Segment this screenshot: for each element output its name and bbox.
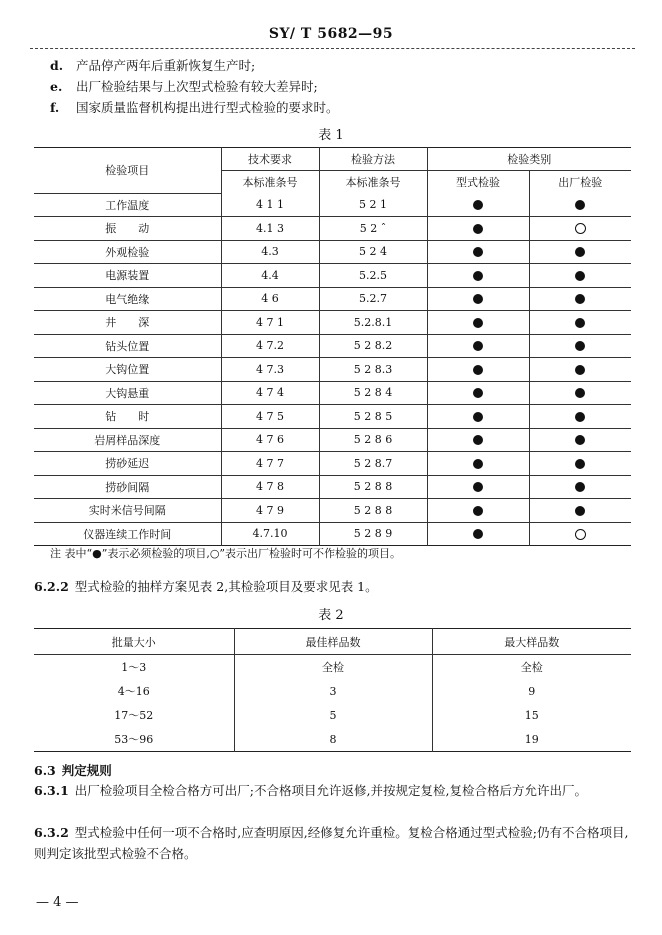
cell-method-clause: 5 2 8 8 <box>319 475 427 499</box>
table-row <box>34 287 631 311</box>
cell-batch-size: 4～16 <box>117 685 150 698</box>
cell-item: 振 动 <box>34 217 221 241</box>
header-method: 检验方法 <box>319 148 427 171</box>
cell-item: 井 深 <box>34 311 221 335</box>
cell-item: 钻 时 <box>34 405 221 429</box>
cell-item: 仪器连续工作时间 <box>34 522 221 546</box>
table-row <box>34 703 631 727</box>
cell-method-clause: 5 2 1 <box>319 193 427 217</box>
cell-item: 实时米信号间隔 <box>34 499 221 523</box>
cell-tech-clause: 4 7 5 <box>221 405 319 429</box>
required-mark <box>473 412 483 422</box>
cell-tech-clause: 4 7 8 <box>221 475 319 499</box>
table-row <box>34 499 631 523</box>
cell-item: 捞砂延迟 <box>34 452 221 476</box>
required-mark <box>473 506 483 516</box>
cell-type-test <box>427 311 529 335</box>
page-number: — 4 — <box>36 895 79 910</box>
table-row <box>34 311 631 335</box>
required-mark <box>575 388 585 398</box>
cell-tech-clause: 4 7 9 <box>221 499 319 523</box>
table-row <box>34 358 631 382</box>
table-row <box>34 655 631 680</box>
required-mark <box>575 506 585 516</box>
list-marker: f. <box>50 100 60 115</box>
required-mark <box>473 365 483 375</box>
cell-tech-clause: 4 7 1 <box>221 311 319 335</box>
cell-item: 钻头位置 <box>34 334 221 358</box>
optional-mark <box>575 529 586 540</box>
cell-tech-clause: 4 6 <box>221 287 319 311</box>
cell-factory-test <box>529 358 631 382</box>
cell-item: 工作温度 <box>34 193 221 217</box>
section-title: 判定规则 <box>61 763 112 778</box>
cell-type-test <box>427 428 529 452</box>
cell-tech-clause: 4 7 7 <box>221 452 319 476</box>
cell-method-clause: 5 2 4 <box>319 240 427 264</box>
cell-type-test <box>427 522 529 546</box>
cell-best-sample: 8 <box>234 727 432 752</box>
section-6-2-2 <box>34 576 634 597</box>
cell-best-sample: 全检 <box>234 655 432 680</box>
cell-factory-test <box>529 311 631 335</box>
required-mark <box>575 482 585 492</box>
section-number: 6.3 <box>34 763 56 778</box>
cell-method-clause: 5 2 8.3 <box>319 358 427 382</box>
table-row <box>34 334 631 358</box>
list-item <box>50 77 318 95</box>
required-mark <box>575 294 585 304</box>
header-rule <box>30 48 635 49</box>
required-mark <box>575 435 585 445</box>
cell-method-clause: 5 2 8 6 <box>319 428 427 452</box>
table-row <box>34 381 631 405</box>
cell-type-test <box>427 217 529 241</box>
table-note: 注 表中“●”表示必须检验的项目,○”表示出厂检验时可不作检验的项目。 <box>50 547 402 560</box>
section-number: 6.3.1 <box>34 783 69 798</box>
standard-code: SY/ T 5682—95 <box>268 26 394 42</box>
cell-item: 岩屑样品深度 <box>34 428 221 452</box>
required-mark <box>473 271 483 281</box>
cell-method-clause: 5 2 8 5 <box>319 405 427 429</box>
cell-tech-clause: 4.3 <box>221 240 319 264</box>
header-tech-sub: 本标准条号 <box>221 171 319 194</box>
required-mark <box>575 271 585 281</box>
required-mark <box>473 482 483 492</box>
cell-method-clause: 5 2 8 9 <box>319 522 427 546</box>
section-number: 6.3.2 <box>34 825 69 840</box>
required-mark <box>473 247 483 257</box>
section-6-3-2 <box>34 822 634 864</box>
section-text: 出厂检验项目全检合格方可出厂;不合格项目允许返修,并按规定复检,复检合格后方允许出厂。 <box>74 783 587 798</box>
cell-factory-test <box>529 334 631 358</box>
cell-tech-clause: 4 7.2 <box>221 334 319 358</box>
cell-batch-size: 1～3 <box>121 661 147 674</box>
cell-factory-test <box>529 240 631 264</box>
required-mark <box>473 200 483 210</box>
required-mark <box>575 200 585 210</box>
cell-best-sample: 3 <box>234 679 432 703</box>
cell-tech-clause: 4.7.10 <box>221 522 319 546</box>
cell-type-test <box>427 264 529 288</box>
sampling-table <box>34 628 631 752</box>
table-row <box>34 428 631 452</box>
required-mark <box>575 247 585 257</box>
cell-type-test <box>427 334 529 358</box>
table-row <box>34 475 631 499</box>
cell-factory-test <box>529 499 631 523</box>
cell-tech-clause: 4.4 <box>221 264 319 288</box>
cell-tech-clause: 4 1 1 <box>221 193 319 217</box>
cell-method-clause: 5.2.7 <box>319 287 427 311</box>
required-mark <box>473 435 483 445</box>
cell-tech-clause: 4.1 3 <box>221 217 319 241</box>
cell-type-test <box>427 499 529 523</box>
list-marker: e. <box>50 79 63 94</box>
cell-factory-test <box>529 522 631 546</box>
header-method-sub: 本标准条号 <box>319 171 427 194</box>
list-text: 出厂检验结果与上次型式检验有较大差异时; <box>76 79 318 94</box>
required-mark <box>575 412 585 422</box>
cell-batch-size: 53～96 <box>114 733 154 746</box>
table-row <box>34 405 631 429</box>
header-batch-size: 批量大小 <box>34 629 234 655</box>
cell-method-clause: 5 2 8.2 <box>319 334 427 358</box>
cell-item: 外观检验 <box>34 240 221 264</box>
required-mark <box>473 529 483 539</box>
table-row <box>34 452 631 476</box>
cell-item: 电气绝缘 <box>34 287 221 311</box>
cell-factory-test <box>529 452 631 476</box>
cell-item: 捞砂间隔 <box>34 475 221 499</box>
cell-tech-clause: 4 7 4 <box>221 381 319 405</box>
cell-method-clause: 5 2 8 4 <box>319 381 427 405</box>
section-6-3 <box>34 760 634 781</box>
section-text: 型式检验的抽样方案见表 2,其检验项目及要求见表 1。 <box>74 579 378 594</box>
cell-method-clause: 5 2 ˆ <box>319 217 427 241</box>
cell-factory-test <box>529 381 631 405</box>
header-tech: 技术要求 <box>221 148 319 171</box>
table-row <box>34 727 631 752</box>
header-factory-test: 出厂检验 <box>529 171 631 194</box>
cell-best-sample: 5 <box>234 703 432 727</box>
cell-factory-test <box>529 193 631 217</box>
header-best-sample: 最佳样品数 <box>234 629 432 655</box>
cell-type-test <box>427 475 529 499</box>
cell-tech-clause: 4 7 6 <box>221 428 319 452</box>
header-max-sample: 最大样品数 <box>432 629 631 655</box>
cell-item: 大钩位置 <box>34 358 221 382</box>
required-mark <box>473 294 483 304</box>
header-item: 检验项目 <box>34 148 221 194</box>
cell-factory-test <box>529 428 631 452</box>
cell-method-clause: 5 2 8.7 <box>319 452 427 476</box>
cell-method-clause: 5.2.8.1 <box>319 311 427 335</box>
cell-method-clause: 5.2.5 <box>319 264 427 288</box>
cell-type-test <box>427 381 529 405</box>
cell-method-clause: 5 2 8 8 <box>319 499 427 523</box>
section-number: 6.2.2 <box>34 579 69 594</box>
list-text: 国家质量监督机构提出进行型式检验的要求时。 <box>76 100 339 115</box>
cell-factory-test <box>529 217 631 241</box>
required-mark <box>473 388 483 398</box>
required-mark <box>473 341 483 351</box>
header-category: 检验类别 <box>427 148 631 171</box>
cell-max-sample: 19 <box>432 727 631 752</box>
cell-factory-test <box>529 264 631 288</box>
cell-max-sample: 9 <box>432 679 631 703</box>
required-mark <box>575 459 585 469</box>
cell-type-test <box>427 405 529 429</box>
cell-type-test <box>427 358 529 382</box>
header-type-test: 型式检验 <box>427 171 529 194</box>
table-row <box>34 679 631 703</box>
cell-factory-test <box>529 287 631 311</box>
required-mark <box>473 459 483 469</box>
required-mark <box>575 341 585 351</box>
cell-type-test <box>427 287 529 311</box>
cell-factory-test <box>529 405 631 429</box>
list-marker: d. <box>50 58 64 73</box>
cell-tech-clause: 4 7.3 <box>221 358 319 382</box>
table-row <box>34 240 631 264</box>
cell-item: 大钩悬重 <box>34 381 221 405</box>
table-row <box>34 217 631 241</box>
section-text: 型式检验中任何一项不合格时,应查明原因,经修复允许重检。复检合格通过型式检验;仍有不合格项目,则判定该批型式检验不合格。 <box>34 825 629 861</box>
table2-caption: 表 2 <box>318 608 344 623</box>
required-mark <box>575 318 585 328</box>
optional-mark <box>575 223 586 234</box>
inspection-table <box>34 147 631 546</box>
list-item <box>50 98 339 116</box>
required-mark <box>473 318 483 328</box>
table-row <box>34 264 631 288</box>
cell-type-test <box>427 193 529 217</box>
required-mark <box>473 224 483 234</box>
cell-batch-size: 17～52 <box>114 709 154 722</box>
cell-type-test <box>427 240 529 264</box>
cell-max-sample: 全检 <box>432 655 631 680</box>
table-row <box>34 522 631 546</box>
cell-factory-test <box>529 475 631 499</box>
section-6-3-1 <box>34 780 634 801</box>
cell-max-sample: 15 <box>432 703 631 727</box>
list-item <box>50 56 255 74</box>
list-text: 产品停产两年后重新恢复生产时; <box>76 58 256 73</box>
cell-item: 电源装置 <box>34 264 221 288</box>
required-mark <box>575 365 585 375</box>
cell-type-test <box>427 452 529 476</box>
table1-caption: 表 1 <box>318 128 344 143</box>
table-row <box>34 193 631 217</box>
